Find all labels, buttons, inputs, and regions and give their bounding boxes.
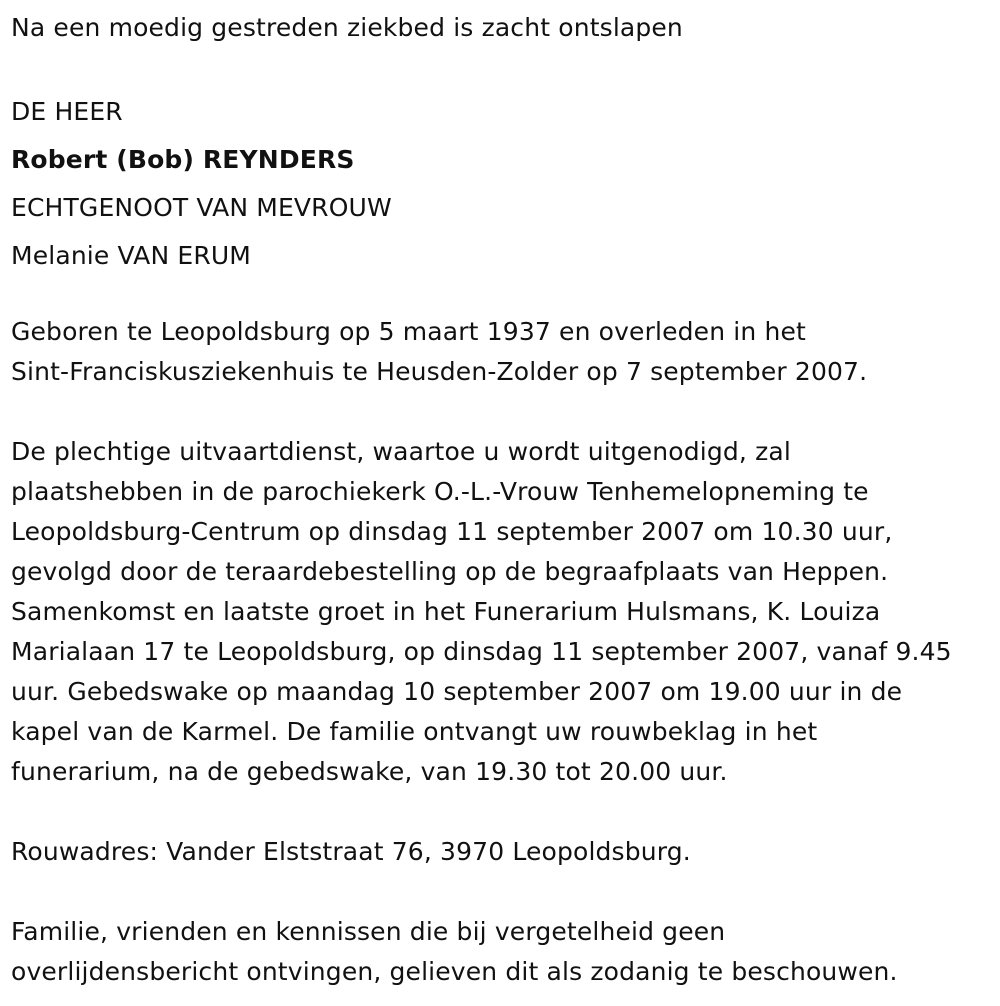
service-line: gevolgd door de teraardebestelling op de begraafplaats van Heppen. bbox=[11, 557, 889, 586]
service-line: Leopoldsburg-Centrum op dinsdag 11 september 2007 om 10.30 uur, bbox=[11, 517, 893, 546]
service-line: plaatshebben in de parochiekerk O.-L.-Vrouw Tenhemelopneming te bbox=[11, 477, 869, 506]
service-line: funerarium, na de gebedswake, van 19.30 tot 20.00 uur. bbox=[11, 757, 728, 786]
death-notice bbox=[11, 8, 996, 992]
birth-death-line: Geboren te Leopoldsburg op 5 maart 1937 en overleden in het bbox=[11, 317, 806, 346]
closing-line: Familie, vrienden en kennissen die bij vergetelheid geen bbox=[11, 917, 726, 946]
title-line: DE HEER bbox=[11, 97, 123, 126]
mourning-address: Rouwadres: Vander Elststraat 76, 3970 Leopoldsburg. bbox=[11, 837, 691, 866]
spacer bbox=[11, 280, 996, 312]
service-line: Marialaan 17 te Leopoldsburg, op dinsdag 11 september 2007, vanaf 9.45 bbox=[11, 637, 952, 666]
spacer bbox=[11, 792, 996, 832]
spacer bbox=[11, 392, 996, 432]
intro-line: Na een moedig gestreden ziekbed is zacht ontslapen bbox=[11, 13, 683, 42]
closing-line: overlijdensbericht ontvingen, gelieven dit als zodanig te beschouwen. bbox=[11, 957, 898, 986]
service-line: De plechtige uitvaartdienst, waartoe u wordt uitgenodigd, zal bbox=[11, 437, 791, 466]
service-line: uur. Gebedswake op maandag 10 september 2007 om 19.00 uur in de bbox=[11, 677, 903, 706]
birth-death-line: Sint-Franciskusziekenhuis te Heusden-Zolder op 7 september 2007. bbox=[11, 357, 868, 386]
deceased-name: Robert (Bob) REYNDERS bbox=[11, 145, 355, 174]
spouse-label: ECHTGENOOT VAN MEVROUW bbox=[11, 193, 392, 222]
service-line: kapel van de Karmel. De familie ontvangt uw rouwbeklag in het bbox=[11, 717, 818, 746]
spacer bbox=[11, 48, 996, 88]
spouse-name: Melanie VAN ERUM bbox=[11, 241, 252, 270]
service-line: Samenkomst en laatste groet in het Funerarium Hulsmans, K. Louiza bbox=[11, 597, 881, 626]
spacer bbox=[11, 872, 996, 912]
